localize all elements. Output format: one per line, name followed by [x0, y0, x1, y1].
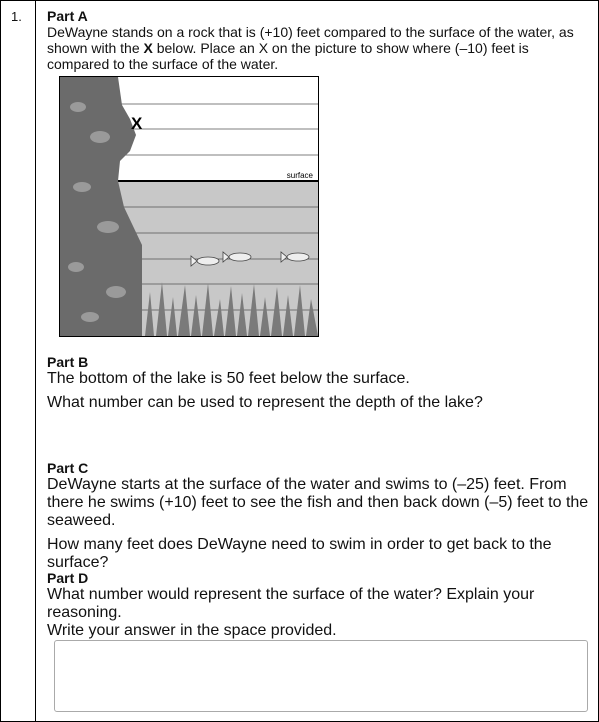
part-a-text-bold: X: [143, 40, 153, 56]
answer-textbox[interactable]: [54, 640, 588, 712]
part-a-title: Part A: [47, 8, 88, 24]
part-c: [47, 460, 592, 572]
part-d: [47, 570, 592, 640]
lake-figure-graphic: [60, 77, 318, 336]
part-d-title: Part D: [47, 570, 89, 586]
part-c-question: How many feet does DeWayne need to swim in order to get back to the surface?: [47, 536, 552, 571]
part-a-text-before: DeWayne stands on a rock that is (+10) feet compared to the surface of the water, as shown with the: [47, 24, 574, 56]
item-number: 1.: [11, 9, 22, 24]
part-b-text: The bottom of the lake is 50 feet below the surface.: [47, 370, 410, 387]
lake-figure[interactable]: [59, 76, 319, 337]
surface-label: surface: [286, 171, 313, 180]
part-b-question: What number can be used to represent the depth of the lake?: [47, 394, 483, 411]
column-divider: [35, 0, 36, 722]
part-c-text: DeWayne starts at the surface of the water and swims to (–25) feet. From there he swims (+10) feet to see the fish and then back down (–5) feet to the seaweed.: [47, 476, 589, 529]
part-a: [47, 8, 592, 72]
part-b: [47, 354, 592, 412]
part-b-title: Part B: [47, 354, 89, 370]
part-d-line1: What number would represent the surface of the water? Explain your reasoning.: [47, 586, 535, 621]
part-c-title: Part C: [47, 460, 89, 476]
part-d-line2: Write your answer in the space provided.: [47, 622, 337, 639]
part-a-text: [47, 24, 592, 72]
part-a-text-after: below. Place an X on the picture to show where (–10) feet is compared to the surface of the water.: [47, 40, 529, 72]
x-marker: X: [131, 114, 143, 133]
